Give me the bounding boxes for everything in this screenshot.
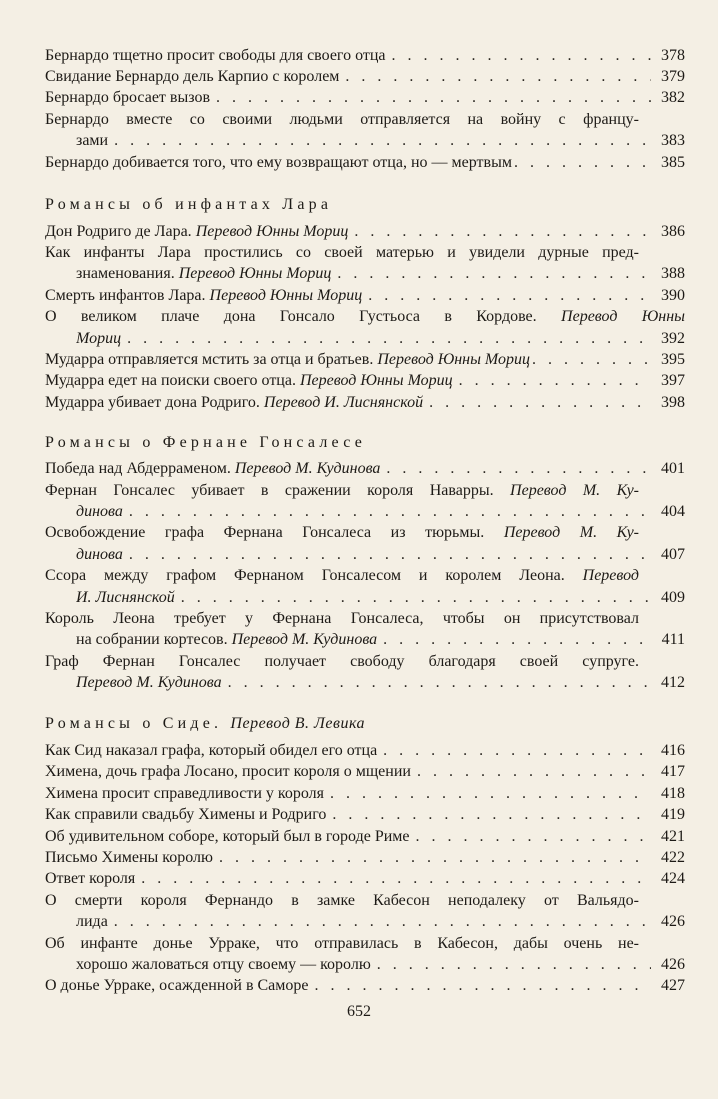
- toc-entry-line: [45, 523, 639, 543]
- entry-title: Письмо Химены королю: [45, 849, 213, 866]
- leader-dots: [339, 67, 651, 87]
- section-title: Романсы о Фернане Гонсалесе: [45, 434, 367, 451]
- translator: Перевод М. Кудинова: [234, 460, 381, 477]
- leader-dots: [423, 393, 651, 413]
- leader-dots: [530, 350, 651, 370]
- leader-dots: [410, 827, 651, 847]
- leader-dots: [210, 88, 651, 108]
- entry-title: [45, 350, 530, 370]
- translator: Перевод Юнны Мориц: [377, 351, 531, 368]
- entry-text: на собрании кортесов.: [76, 631, 228, 648]
- entry-text: Мударра отправляется мстить за отца и братьев.: [45, 351, 374, 368]
- page-ref: 383: [661, 132, 685, 149]
- page-ref: 378: [661, 47, 685, 64]
- toc-entry-line: [45, 481, 639, 501]
- section-heading: [45, 195, 685, 215]
- leader-dots: [309, 976, 652, 996]
- page-ref: 401: [661, 460, 685, 477]
- page-ref: 382: [661, 89, 685, 106]
- page-ref: 417: [661, 763, 685, 780]
- toc-entry-line: [45, 566, 639, 586]
- leader-dots: [377, 630, 651, 650]
- toc-entry-line: Как инфанты Лара простились со своей матерью и увидели дурные пред-: [45, 244, 639, 261]
- toc-entry-line: Король Леона требует у Фернана Гонсалеса, чтобы он присутствовал: [45, 610, 639, 627]
- entry-title: лида: [76, 913, 108, 930]
- toc-entry: [45, 393, 685, 413]
- entry-text: Мударра едет на поиски своего отца.: [45, 372, 296, 389]
- leader-dots: [411, 762, 651, 782]
- toc-entry: [76, 264, 685, 284]
- leader-dots: [135, 869, 651, 889]
- toc-entry: [45, 67, 685, 87]
- section-title: Романсы об инфантах Лара: [45, 196, 333, 213]
- translator: Перевод М. Кудинова: [231, 631, 378, 648]
- toc-entry: [45, 88, 685, 108]
- toc-entry: [45, 371, 685, 391]
- page-ref: 379: [661, 68, 685, 85]
- translator: динова: [76, 546, 123, 563]
- leader-dots: [213, 848, 651, 868]
- page-ref: 418: [661, 785, 685, 802]
- entry-text: Дон Родриго де Лара.: [45, 223, 192, 240]
- leader-dots: [121, 329, 651, 349]
- toc-entry: [76, 329, 685, 349]
- toc-entry-line: Об инфанте донье Урраке, что отправилась в Кабесон, дабы очень не-: [45, 935, 639, 952]
- toc-entry: [45, 459, 685, 479]
- toc-entry: [76, 912, 685, 932]
- toc-entry: [76, 588, 685, 608]
- toc-entry: [76, 545, 685, 565]
- leader-dots: [371, 955, 651, 975]
- page-ref: 398: [661, 394, 685, 411]
- toc-entry-line: [45, 307, 685, 327]
- entry-title: О донье Урраке, осажденной в Саморе: [45, 977, 309, 994]
- page-ref: 426: [661, 956, 685, 973]
- section-title: Романсы о Сиде.: [45, 715, 223, 732]
- translator: Перевод М. Ку-: [503, 524, 639, 541]
- page-ref: 407: [661, 546, 685, 563]
- page-ref: 411: [661, 631, 685, 648]
- entry-title: Как Сид наказал графа, который обидел его отца: [45, 742, 378, 759]
- leader-dots: [123, 545, 651, 565]
- entry-title: Бернардо бросает вызов: [45, 89, 210, 106]
- translator: Перевод Юнны: [561, 308, 685, 325]
- translator: Перевод М. Кудинова: [76, 674, 222, 691]
- entry-text: Мударра убивает дона Родриго.: [45, 394, 260, 411]
- toc-entry: [76, 502, 685, 522]
- translator: Перевод Юнны Мориц: [195, 223, 349, 240]
- toc-entry: [45, 286, 685, 306]
- translator: Мориц: [76, 330, 122, 347]
- toc-entry: [76, 131, 685, 151]
- page-ref: 409: [661, 589, 685, 606]
- leader-dots: [123, 502, 651, 522]
- toc-entry: [76, 630, 685, 650]
- entry-text: Освобождение графа Фернана Гонсалеса из тюрьмы.: [45, 524, 485, 541]
- page-ref: 422: [661, 849, 685, 866]
- leader-dots: [512, 153, 651, 173]
- section-translator: Перевод В. Левика: [230, 715, 366, 732]
- entry-title: Химена просит справедливости у короля: [45, 785, 325, 802]
- leader-dots: [377, 741, 651, 761]
- leader-dots: [108, 912, 651, 932]
- toc-entry: [45, 976, 685, 996]
- page-number: 652: [347, 1003, 371, 1020]
- translator: Перевод И. Лиснянской: [263, 394, 424, 411]
- toc-entry: [45, 350, 685, 370]
- toc-entry: [45, 762, 685, 782]
- toc-entry-line: Граф Фернан Гонсалес получает свободу благодаря своей супруге.: [45, 653, 639, 670]
- translator: И. Лиснянской: [76, 589, 175, 606]
- page-ref: 397: [661, 372, 685, 389]
- entry-title: [76, 630, 377, 650]
- translator: динова: [76, 503, 123, 520]
- page-ref: 426: [661, 913, 685, 930]
- toc-entry: [45, 784, 685, 804]
- toc-entry-line: Бернардо вместе со своими людьми отправляется на войну с францу-: [45, 111, 639, 128]
- page-ref: 424: [661, 870, 685, 887]
- leader-dots: [222, 673, 651, 693]
- entry-title: [45, 393, 423, 413]
- leader-dots: [362, 286, 651, 306]
- entry-text: Ссора между графом Фернаном Гонсалесом и королем Леона.: [45, 567, 565, 584]
- page-ref: 421: [661, 828, 685, 845]
- entry-title: Как справили свадьбу Химены и Родриго: [45, 806, 327, 823]
- toc-entry: [45, 805, 685, 825]
- page-ref: 404: [661, 503, 685, 520]
- leader-dots: [348, 222, 651, 242]
- entry-text: Победа над Абдерраменом.: [45, 460, 231, 477]
- section-heading: [45, 433, 685, 453]
- leader-dots: [326, 805, 651, 825]
- page-ref: 427: [661, 977, 685, 994]
- entry-title: Об удивительном соборе, который был в городе Риме: [45, 828, 410, 845]
- leader-dots: [380, 459, 651, 479]
- entry-title: Бернардо добивается того, что ему возвращают отца, но — мертвым: [45, 154, 512, 171]
- page-ref: 419: [661, 806, 685, 823]
- entry-title: Химена, дочь графа Лосано, просит короля о мщении: [45, 763, 411, 780]
- leader-dots: [324, 784, 651, 804]
- entry-title: [76, 264, 331, 284]
- entry-title: хорошо жаловаться отцу своему — королю: [76, 956, 371, 973]
- leader-dots: [175, 588, 651, 608]
- page-ref: 386: [661, 223, 685, 240]
- toc-entry: [76, 955, 685, 975]
- entry-title: [45, 286, 362, 306]
- entry-text: О великом плаче дона Гонсало Густьоса в Кордове.: [45, 308, 537, 325]
- entry-title: [45, 371, 453, 391]
- page-ref: 392: [661, 330, 685, 347]
- entry-title: зами: [76, 132, 109, 149]
- leader-dots: [386, 46, 651, 66]
- translator: Перевод: [582, 567, 639, 584]
- entry-title: [45, 459, 380, 479]
- entry-text: знаменования.: [76, 265, 175, 282]
- entry-text: Фернан Гонсалес убивает в сражении короля Наварры.: [45, 482, 494, 499]
- toc-entry: [45, 153, 685, 173]
- toc-entry: [45, 869, 685, 889]
- toc-entry: [45, 46, 685, 66]
- page-ref: 388: [661, 265, 685, 282]
- page-ref: 416: [661, 742, 685, 759]
- toc-entry: [45, 741, 685, 761]
- toc-entry: [45, 827, 685, 847]
- toc-entry: [45, 848, 685, 868]
- section-heading: [45, 714, 685, 734]
- translator: Перевод Юнны Мориц: [299, 372, 453, 389]
- entry-text: Смерть инфантов Лара.: [45, 287, 206, 304]
- leader-dots: [453, 371, 651, 391]
- translator: Перевод Юнны Мориц: [178, 265, 332, 282]
- leader-dots: [331, 264, 651, 284]
- toc-entry: [76, 673, 685, 693]
- entry-title: Свидание Бернардо дель Карпио с королем: [45, 68, 340, 85]
- entry-title: Бернардо тщетно просит свободы для своего отца: [45, 47, 386, 64]
- toc-entry: [45, 222, 685, 242]
- translator: Перевод М. Ку-: [510, 482, 639, 499]
- entry-title: Ответ короля: [45, 870, 136, 887]
- page-ref: 390: [661, 287, 685, 304]
- leader-dots: [108, 131, 651, 151]
- toc-entry-line: О смерти короля Фернандо в замке Кабесон неподалеку от Вальядо-: [45, 892, 639, 909]
- page-ref: 385: [661, 154, 685, 171]
- page-ref: 395: [661, 351, 685, 368]
- entry-title: [45, 222, 348, 242]
- page-ref: 412: [661, 674, 685, 691]
- translator: Перевод Юнны Мориц: [209, 287, 363, 304]
